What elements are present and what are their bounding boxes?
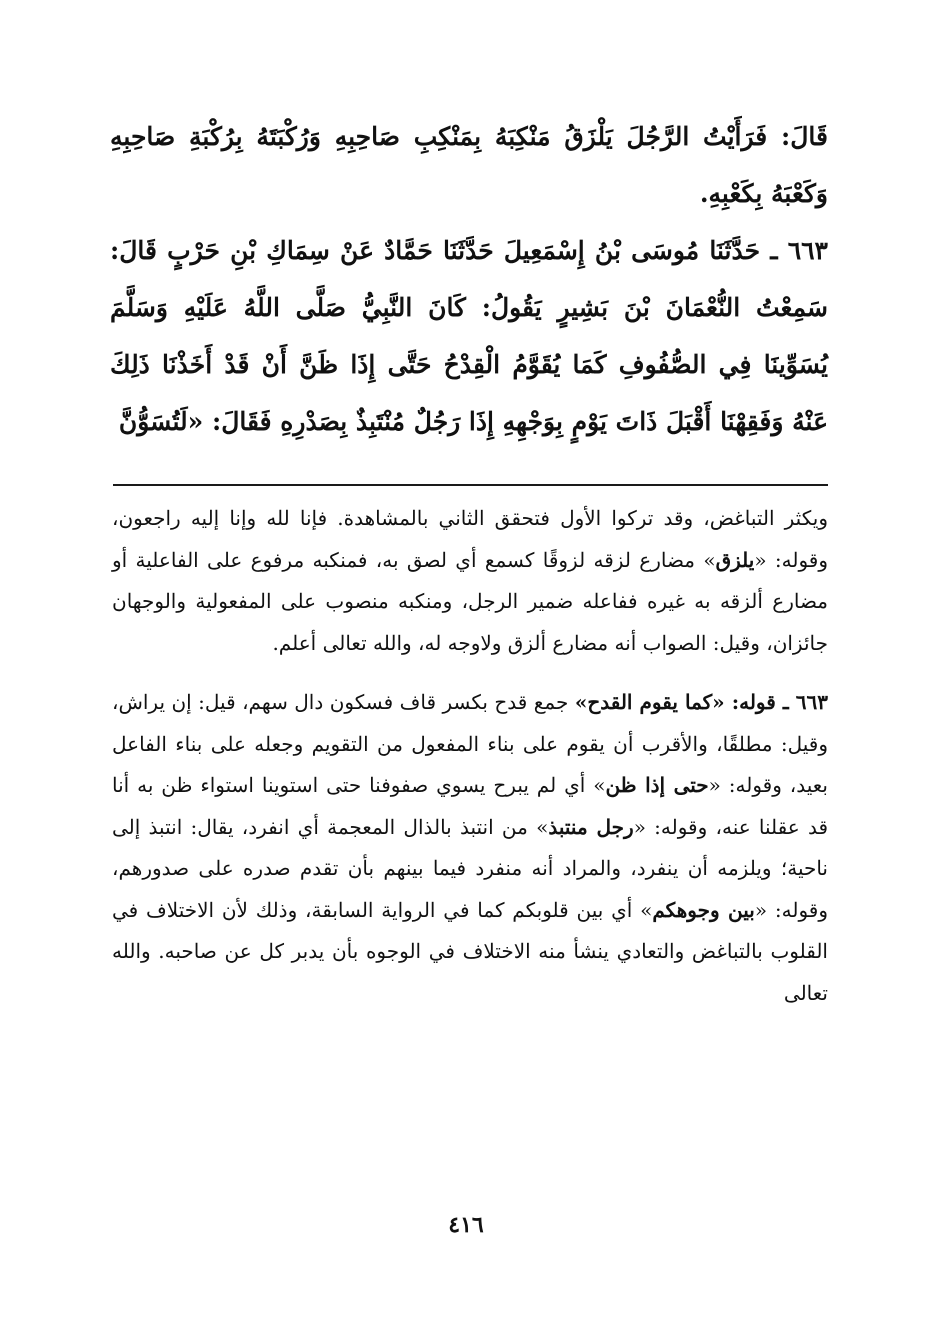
hadith-paragraph-663: ٦٦٣ ـ حَدَّثَنَا مُوسَى بْنُ إِسْمَعِيلَ حَدَّثَنَا حَمَّادٌ عَنْ سِمَاكِ بْنِ حَرْبٍ قَالَ: سَمِعْتُ النُّعْمَانَ بْنَ بَشِيرٍ يَقُولُ: كَانَ النَّبِيُّ صَلَّى اللَّهُ عَلَيْهِ وَسَلَّمَ يُسَوِّينَا فِي الصُّفُوفِ كَمَا يُقَوَّمُ الْقِدْحُ حَتَّى إِذَا ظَنَّ أَنْ قَدْ أَخَذْنَا ذَلِكَ عَنْهُ وَفَقِهْنَا أَقْبَلَ ذَاتَ يَوْمٍ بِوَجْهِهِ إِذَا رَجُلٌ مُنْتَبِذٌ بِصَدْرِهِ فَقَالَ: «لَتُسَوُّنَّ xyxy=(110,236,828,436)
commentary-text-run: » من انتبذ بالذال المعجمة أي انفرد، يقال: انتبذ إلى ناحية؛ ويلزمه أن ينفرد، والمراد أنه منفرد فيما بينهم بأن تقدم صدره على صدورهم، وقوله: « xyxy=(112,814,828,922)
commentary-term: رجل منتبذ xyxy=(548,814,634,839)
commentary-term: بين وجوهكم xyxy=(652,897,755,922)
commentary-text-run: » أي بين قلوبكم كما في الرواية السابقة، وذلك لأن الاختلاف في القلوب بالتباغض والتعادي ينشأ منه الاختلاف في الوجوه بأن يدبر كل عن صاحبه. والله تعالى xyxy=(112,897,828,1005)
commentary-block-663 xyxy=(112,682,828,1014)
commentary-text xyxy=(112,498,828,1014)
commentary-lead: ٦٦٣ ـ قوله: «كما يقوم القدح» xyxy=(574,690,828,714)
hadith-text xyxy=(110,108,828,450)
page-number: ٤١٦ xyxy=(448,1212,484,1238)
commentary-block-1 xyxy=(112,498,828,664)
hadith-paragraph-continuation: قَالَ: فَرَأَيْتُ الرَّجُلَ يَلْزَقُ مَنْكِبَهُ بِمَنْكِبِ صَاحِبِهِ وَرُكْبَتَهُ بِرُكْبَةِ صَاحِبِهِ وَكَعْبَهُ بِكَعْبِهِ. xyxy=(110,122,828,208)
commentary-text-run: » مضارع لزقه لزوقًا كسمع أي لصق به، فمنكبه مرفوع على الفاعلية أو مضارع ألزقه به غيره ففاعله ضمير الرجل، ومنكبه منصوب على المفعولية والوجهان جائزان، وقيل: الصواب أنه مضارع ألزق ولاوجه له، والله تعالى أعلم. xyxy=(112,547,828,655)
commentary-term: حتى إذا ظن xyxy=(605,773,709,797)
commentary-text-run: ويكثر التباغض، وقد تركوا الأول فتحقق الثاني بالمشاهدة. فإنا لله وإنا إليه راجعون، وقوله: « xyxy=(112,506,828,572)
commentary-text-run: » أي لم يبرح يسوي صفوفنا حتى استوينا استواء ظن به أنا قد عقلنا عنه، وقوله: « xyxy=(112,773,829,839)
commentary-term: يلزق xyxy=(715,547,755,572)
commentary-text-run: جمع قدح بكسر قاف فسكون دال سهم، قيل: إن يراش، وقيل: مطلقًا، والأقرب أن يقوم على بناء المفعول من التقويم وجعله على بناء الفاعل بعيد، وقوله: « xyxy=(112,690,828,797)
footnote-separator xyxy=(113,484,828,486)
